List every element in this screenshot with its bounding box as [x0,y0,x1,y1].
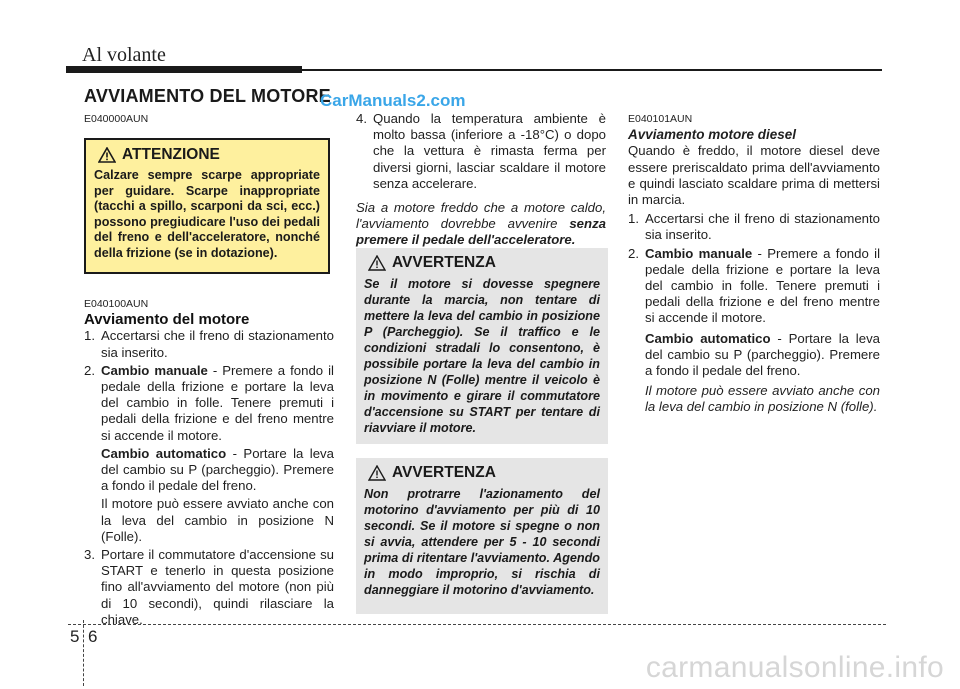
list-subitem [628,331,880,380]
page-number: 6 [88,627,98,646]
avvertenza-body: Non protrarre l'azionamento del motorino d'avviamento per più di 10 secondi. Se il motore si spegne o non si avvia, attendere per 5 - 10 secondi prima di ritentare l'avviamento. Agendo in modo improprio, si rischia di danneggiare il motorino d'avviamento. [364,487,600,597]
list-text: Quando la temperatura ambiente è molto bassa (inferiore a -18°C) o dopo che la vettura è rimasta ferma per diversi giorni, lasciar scaldare il motore senza accelerare. [373,111,606,191]
warning-triangle-icon [368,255,386,271]
list-number: 1. [628,211,639,227]
list-item [356,111,606,192]
avvertenza-header [368,464,600,482]
subhead-avviamento: Avviamento del motore [84,311,250,329]
list-bold: Cambio automatico [101,445,227,461]
watermark-link[interactable]: CarManuals2.com [320,91,466,110]
list-text: Accertarsi che il freno di stazionamento sia inserito. [101,328,334,360]
chapter-number: 5 [70,627,80,646]
attenzione-title: ATTENZIONE [122,146,220,163]
section-code: E040101AUN [628,113,693,125]
header-rule-thin [300,69,882,71]
note-bold: senza premere il pedale dell'acceleratore. [356,216,606,248]
list-number: 3. [84,547,95,563]
section-code: E040100AUN [84,298,149,310]
list-text: - Portare la leva del cambio su P (parcheggio). Premere a fondo il pedale del freno. [645,330,880,379]
section-code: E040000AUN [84,113,149,125]
section-title: AVVIAMENTO DEL MOTORE [84,86,331,106]
list-item [628,211,880,243]
page-header-title: Al volante [82,44,166,66]
avvertenza-header [368,254,600,272]
watermark-text: carmanualsonline.info [645,651,944,684]
subhead-diesel: Avviamento motore diesel [628,127,797,143]
footer-divider [83,620,84,686]
column-1-main [84,296,334,628]
list-item [84,328,334,360]
note-paragraph [356,200,606,249]
avvertenza-box-1 [356,248,608,444]
list-item [84,547,334,628]
list-item [84,363,334,444]
column-1 [84,111,334,127]
avvertenza-title: AVVERTENZA [392,464,496,481]
list-number: 2. [628,245,639,261]
avvertenza-box-2 [356,458,608,614]
list-bold: Cambio automatico [645,330,771,346]
intro-paragraph: Quando è freddo, il motore diesel deve essere preriscaldato prima dell'avviamento e quindi lasciato scaldare prima di mettersi in marcia. [628,143,880,208]
attenzione-box [84,138,330,274]
list-text: Portare il commutatore d'accensione su START e tenerlo in questa posizione fino all'avviamento del motore (non più di 10 secondi), quindi rilasciare la chiave. [101,547,334,627]
list-subitem: Il motore può essere avviato anche con la leva del cambio in posizione N (Folle). [101,496,334,544]
list-text: - Premere a fondo il pedale della frizione e portare la leva del cambio in folle. Tenere premuti i pedali della frizione e del freno mentre si accende il motore. [101,362,334,443]
note-regular: Sia a motore freddo che a motore caldo, l'avviamento dovrebbe avvenire [356,200,606,232]
column-3 [628,111,880,416]
list-item [628,246,880,327]
list-bold: Cambio manuale [101,362,208,378]
list-text: Accertarsi che il freno di stazionamento sia inserito. [645,211,880,243]
list-number: 2. [84,362,95,378]
column-2 [356,111,606,249]
header-rule-thick [66,66,302,73]
list-subitem [84,446,334,495]
list-bold: Cambio manuale [645,245,753,261]
list-number: 4. [356,111,367,126]
warning-triangle-icon [98,147,116,163]
avvertenza-title: AVVERTENZA [392,254,496,271]
footer-rule [68,624,886,625]
warning-triangle-icon [368,465,386,481]
attenzione-header [98,146,320,164]
list-subitem: Il motore può essere avviato anche con la leva del cambio in posizione N (folle). [645,383,880,415]
list-number: 1. [84,328,95,344]
list-text: - Portare la leva del cambio su P (parcheggio). Premere a fondo il pedale del freno. [101,445,334,494]
list-text: - Premere a fondo il pedale della frizione e portare la leva del cambio in folle. Tenere premuti i pedali della frizione e del freno mentre si accende il motore. [645,245,880,326]
attenzione-body: Calzare sempre scarpe appropriate per guidare. Scarpe inappropriate (tacchi a spillo, scarponi da sci, ecc.) possono pregiudicare l'uso dei pedali del freno e dell'acceleratore, nonché della frizione (se in dotazione). [94,168,320,260]
avvertenza-body: Se il motore si dovesse spegnere durante la marcia, non tentare di mettere la leva del cambio in posizione P (Parcheggio). Se il traffico e le condizioni stradali lo consentono, è possibile portare la leva del cambio in posizione N (Folle) mentre il veicolo è in movimento e girare il commutatore d'accensione su START per tentare di riavviare il motore. [364,277,600,435]
